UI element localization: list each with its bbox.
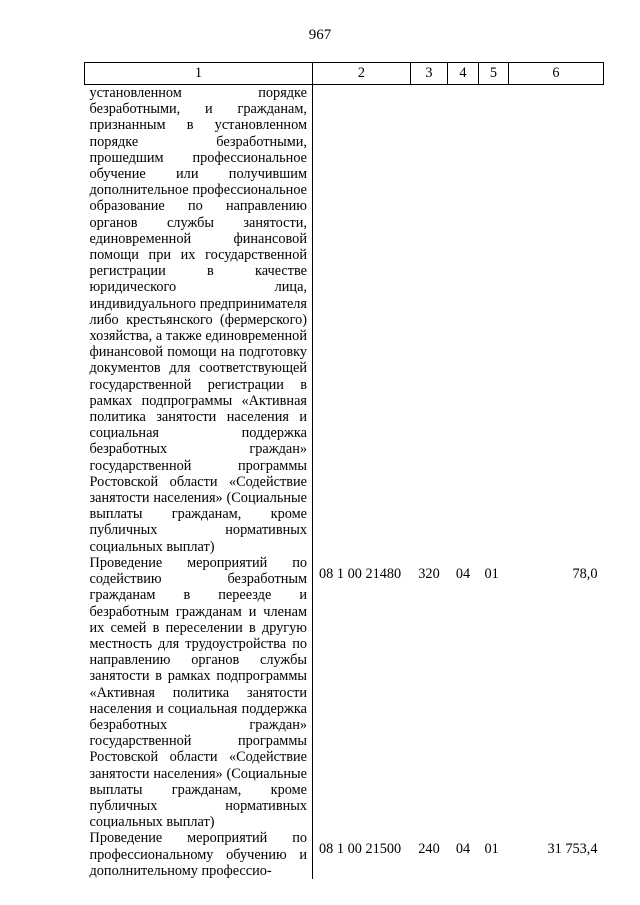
column-header-4: 4: [448, 63, 479, 85]
row-pr-cell: 01: [484, 841, 499, 858]
budget-table: [84, 62, 604, 879]
row-sum-cell: 78,0: [572, 565, 598, 582]
table-row: [85, 830, 604, 879]
row-name-cell: Проведение мероприятий по профессиональному обучению и дополнительному профессио-: [85, 830, 313, 879]
row-rz-cell: 04: [455, 841, 471, 858]
column-header-3: 3: [411, 63, 448, 85]
column-header-6: 6: [509, 63, 604, 85]
row-pr-cell: 01: [484, 565, 499, 582]
row-name-cell: Проведение мероприятий по содействию безработным гражданам в переезде и безработным гражданам и членам их семей в переселении в другую местность для трудоустройства по направлению органов службы занятости в рамках подпрограммы «Активная политика занятости населения и социальная поддержка безработных граждан» государственной программы Ростовской области «Содействие занятости населения» (Социальные выплаты гражданам, кроме публичных нормативных социальных выплат): [85, 555, 313, 830]
row-vr-cell: 240: [418, 841, 440, 858]
row-sum-cell: 31 753,4: [547, 841, 598, 858]
row-code-cell: 08 1 00 21500: [319, 841, 402, 858]
row-sum-cell: [509, 85, 604, 555]
page-number: 967: [308, 27, 332, 43]
row-code-cell: [313, 85, 411, 555]
row-rz-cell: 04: [455, 565, 471, 582]
table-header-row: [85, 63, 604, 85]
table-row: [85, 85, 604, 555]
row-name-cell: установленном порядке безработными, и гражданам, признанным в установленном порядке безработными, прошедшим профессиональное обучение или получившим дополнительное профессиональное образование по направлению органов службы занятости, единовременной финансовой помощи при их государственной регистрации в качестве юридического лица, индивидуального предпринимателя либо крестьянского (фермерского) хозяйства, а также единовременной финансовой помощи на подготовку документов для соответствующей государственной регистрации в рамках подпрограммы «Активная политика занятости населения и социальная поддержка безработных граждан» государственной программы Ростовской области «Содействие занятости населения» (Социальные выплаты гражданам, кроме публичных нормативных социальных выплат): [85, 85, 313, 555]
row-code-cell: 08 1 00 21480: [319, 565, 402, 582]
row-vr-cell: [411, 85, 448, 555]
column-header-1: 1: [85, 63, 313, 85]
table-row: [85, 555, 604, 830]
column-header-2: 2: [313, 63, 411, 85]
row-vr-cell: 320: [418, 565, 440, 582]
row-pr-cell: [479, 85, 509, 555]
column-header-5: 5: [479, 63, 509, 85]
row-rz-cell: [448, 85, 479, 555]
